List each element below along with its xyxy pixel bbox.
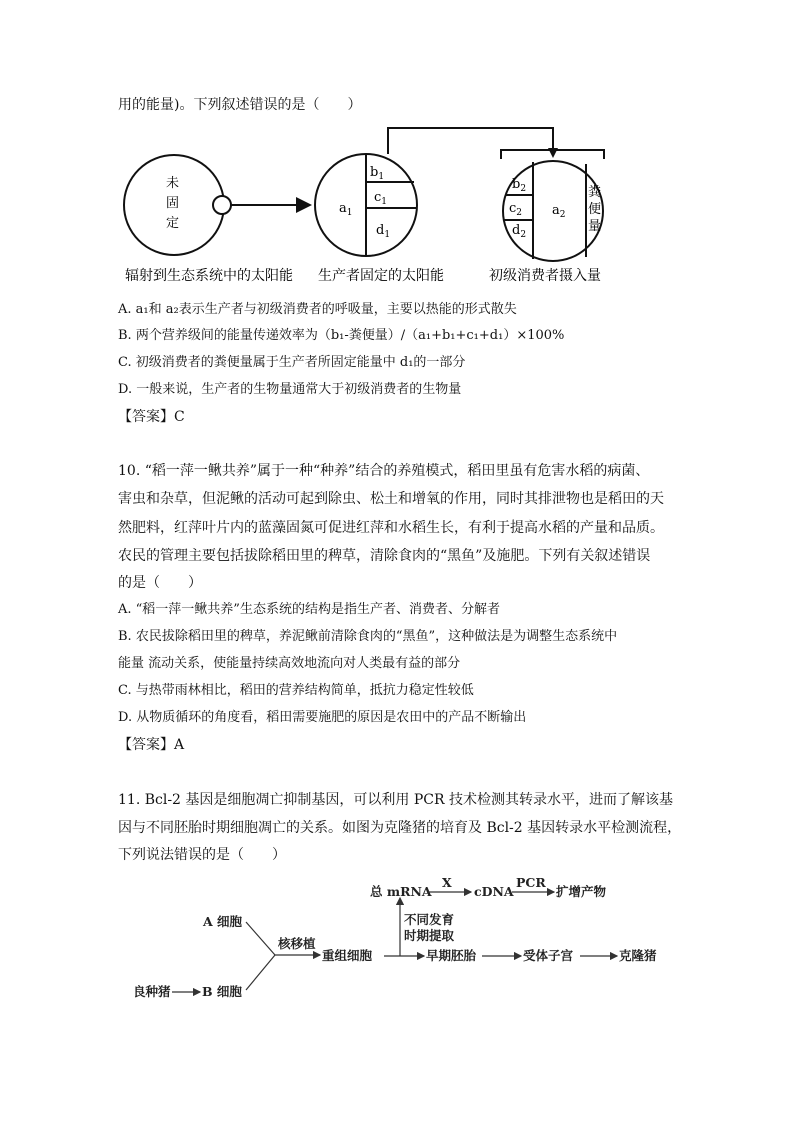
nuclear-transfer: 核移植 (278, 936, 316, 951)
feces-char-1: 粪 (588, 185, 602, 200)
fixing-point (213, 196, 231, 214)
a2-label: $a_2$ (552, 203, 566, 220)
feces-char-3: 量 (588, 219, 602, 234)
q10-stem-line-1: 10. “稻一萍一鳅共养”属于一种“种养”结合的养殖模式，稻田里虽有危害水稻的病菌、 (118, 463, 650, 479)
q10-option-b-line-2: 能量 流动关系，使能量持续高效地流向对人类最有益的部分 (118, 656, 461, 671)
q10-option-a: A. “稻一萍一鳅共养”生态系统的结构是指生产者、消费者、分解者 (118, 602, 500, 617)
a1-label: $a_1$ (339, 201, 353, 218)
q11-stem-line-2: 因与不同胚胎时期细胞凋亡的关系。如图为克隆猪的培育及 Bcl-2 基因转录水平检测流程， (118, 820, 682, 836)
unfixed-char-3: 定 (166, 216, 180, 231)
q10-stem-line-3: 然肥料，红萍叶片内的蓝藻固氮可促进红萍和水稻生长，有利于提高水稻的产量和品质。 (118, 520, 664, 536)
q9-option-a: A. a₁和 a₂表示生产者与初级消费者的呼吸量，主要以热能的形式散失 (118, 302, 517, 317)
cloning-flow-diagram (0, 872, 794, 1012)
stage-label-2: 时期提取 (404, 928, 455, 943)
q11-stem-line-3: 下列说法错误的是（ ） (118, 847, 286, 863)
total-mrna: 总 mRNA (370, 884, 432, 899)
b1-label: $b_1$ (370, 165, 385, 182)
q9-option-b: B. 两个营养级间的能量传递效率为（b₁-粪便量）/（a₁+b₁+c₁+d₁）×100% (118, 328, 565, 343)
pcr-step: PCR (516, 875, 546, 890)
q10-stem-line-4: 农民的管理主要包括拔除稻田里的稗草，清除食肉的“黑鱼”及施肥。下列有关叙述错误 (118, 548, 651, 564)
q9-option-d: D. 一般来说，生产者的生物量通常大于初级消费者的生物量 (118, 382, 462, 397)
caption-producer: 生产者固定的太阳能 (318, 268, 444, 284)
q10-option-d: D. 从物质循环的角度看，稻田需要施肥的原因是农田中的产品不断输出 (118, 710, 527, 725)
cdna: cDNA (474, 884, 514, 899)
early-embryo: 早期胚胎 (426, 948, 477, 963)
cell-b: B 细胞 (202, 984, 242, 999)
unfixed-char-2: 固 (166, 196, 180, 211)
stage-label-1: 不同发育 (404, 912, 455, 927)
amplified-product: 扩增产物 (556, 884, 607, 899)
q10-answer: 【答案】A (118, 737, 185, 753)
clone-pig: 克隆猪 (619, 948, 657, 963)
recipient-uterus: 受体子宫 (523, 948, 574, 963)
q10-option-c: C. 与热带雨林相比，稻田的营养结构简单，抵抗力稳定性较低 (118, 683, 474, 698)
unfixed-char-1: 未 (166, 176, 180, 191)
c1-label: $c_1$ (374, 190, 388, 207)
q9-answer: 【答案】C (118, 409, 185, 425)
x-step: X (442, 875, 452, 890)
caption-radiation: 辐射到生态系统中的太阳能 (125, 268, 293, 284)
q11-stem-line-1: 11. Bcl-2 基因是细胞凋亡抑制基因，可以利用 PCR 技术检测其转录水平，进而了解该基 (118, 792, 673, 808)
cell-a: A 细胞 (203, 914, 243, 929)
b2-label: $b_2$ (512, 177, 527, 194)
d1-label: $d_1$ (376, 223, 391, 240)
good-breed-pig: 良种猪 (133, 984, 171, 999)
q10-stem-line-5: 的是（ ） (118, 575, 202, 591)
producer-circle (315, 154, 417, 256)
q10-stem-line-2: 害虫和杂草，但泥鳅的活动可起到除虫、松土和增氧的作用，同时其排泄物也是稻田的天 (118, 491, 664, 507)
energy-flow-diagram (0, 124, 794, 284)
q9-option-c: C. 初级消费者的粪便量属于生产者所固定能量中 d₁的一部分 (118, 355, 466, 370)
c2-label: $c_2$ (509, 201, 523, 218)
d2-label: $d_2$ (512, 223, 527, 240)
caption-consumer: 初级消费者摄入量 (489, 268, 601, 284)
q9-stem: 用的能量)。下列叙述错误的是（ ） (118, 97, 362, 113)
q10-option-b-line-1: B. 农民拔除稻田里的稗草，养泥鳅前清除食肉的“黑鱼”，这种做法是为调整生态系统中 (118, 629, 618, 644)
feces-char-2: 便 (588, 202, 602, 217)
recombined-cell: 重组细胞 (322, 948, 373, 963)
